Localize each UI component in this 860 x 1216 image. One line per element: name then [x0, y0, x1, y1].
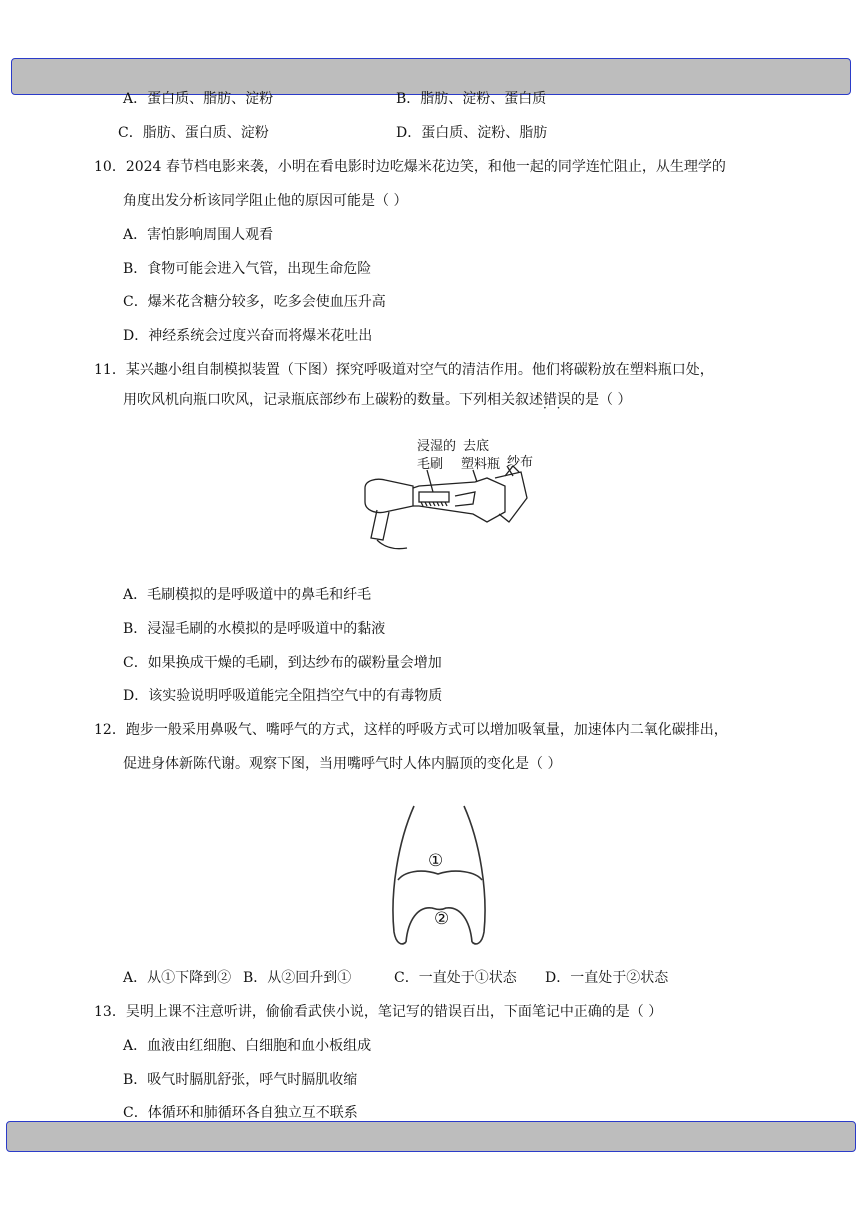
q10-stem-line1: 10．2024 春节档电影来袭，小明在看电影时边吃爆米花边笑，和他一起的同学连忙阻止，从生理学的	[94, 159, 726, 175]
q13-option-a[interactable]: A．血液由红细胞、白细胞和血小板组成	[123, 1038, 372, 1054]
q10-option-a[interactable]: A．害怕影响周围人观看	[123, 227, 274, 243]
q13-stem-line1: 13．吴明上课不注意听讲，偷偷看武侠小说，笔记写的错误百出，下面笔记中正确的是（ ）	[94, 1004, 663, 1020]
q11-label-bottle: 塑料瓶	[461, 457, 501, 472]
q9-option-b[interactable]: B．脂肪、淀粉、蛋白质	[396, 91, 547, 107]
q11-option-d[interactable]: D．该实验说明呼吸道能完全阻挡空气中的有毒物质	[123, 688, 443, 704]
footer-bar	[6, 1121, 856, 1152]
q11-label-brush: 毛刷	[417, 457, 444, 472]
q11-label-wet: 浸湿的	[417, 439, 457, 454]
q13-option-b[interactable]: B．吸气时膈肌舒张，呼气时膈肌收缩	[123, 1072, 358, 1088]
q13-option-c[interactable]: C．体循环和肺循环各自独立互不联系	[123, 1105, 358, 1121]
q11-label-gauze: 纱布	[507, 455, 534, 470]
q11-emphasis-word: 错误 · ·	[543, 392, 571, 408]
q10-option-d[interactable]: D．神经系统会过度兴奋而将爆米花吐出	[123, 328, 373, 344]
q11-option-c[interactable]: C．如果换成干燥的毛刷，到达纱布的碳粉量会增加	[123, 655, 442, 671]
q11-stem-line2-post: 的是（ ）	[571, 392, 632, 408]
q10-option-b[interactable]: B．食物可能会进入气管，出现生命危险	[123, 261, 372, 277]
q12-option-b[interactable]: B．从②回升到①	[243, 970, 352, 986]
q9-option-c[interactable]: C．脂肪、蛋白质、淀粉	[118, 125, 269, 141]
q11-option-b[interactable]: B．浸湿毛刷的水模拟的是呼吸道中的黏液	[123, 621, 386, 637]
q11-stem-line1: 11．某兴趣小组自制模拟装置（下图）探究呼吸道对空气的清洁作用。他们将碳粉放在塑料瓶口处，	[94, 362, 714, 378]
q12-stem-line1: 12．跑步一般采用鼻吸气、嘴呼气的方式，这样的呼吸方式可以增加吸氧量，加速体内二氧化碳排出，	[94, 722, 728, 738]
q12-option-c[interactable]: C．一直处于①状态	[394, 970, 517, 986]
q9-option-d[interactable]: D．蛋白质、淀粉、脂肪	[396, 125, 548, 141]
q12-diaphragm-figure	[384, 802, 494, 950]
q9-option-a[interactable]: A．蛋白质、脂肪、淀粉	[123, 91, 274, 107]
q11-stem-line2-pre: 用吹风机向瓶口吹风，记录瓶底部纱布上碳粉的数量。下列相关叙述	[123, 392, 543, 408]
q10-option-c[interactable]: C．爆米花含糖分较多，吃多会使血压升高	[123, 294, 386, 310]
q12-option-d[interactable]: D．一直处于②状态	[545, 970, 669, 986]
q10-stem-line2: 角度出发分析该同学阻止他的原因可能是（ ）	[123, 193, 408, 209]
q11-apparatus-figure	[355, 436, 545, 556]
q12-stem-line2: 促进身体新陈代谢。观察下图，当用嘴呼气时人体内膈顶的变化是（ ）	[123, 756, 562, 772]
q12-label-1: ①	[428, 851, 444, 871]
q12-option-a[interactable]: A．从①下降到②	[123, 970, 232, 986]
q11-option-a[interactable]: A．毛刷模拟的是呼吸道中的鼻毛和纤毛	[123, 587, 372, 603]
q11-label-no-bottom: 去底	[463, 439, 490, 454]
q12-label-2: ②	[434, 909, 450, 929]
q11-stem-line2	[123, 391, 631, 409]
